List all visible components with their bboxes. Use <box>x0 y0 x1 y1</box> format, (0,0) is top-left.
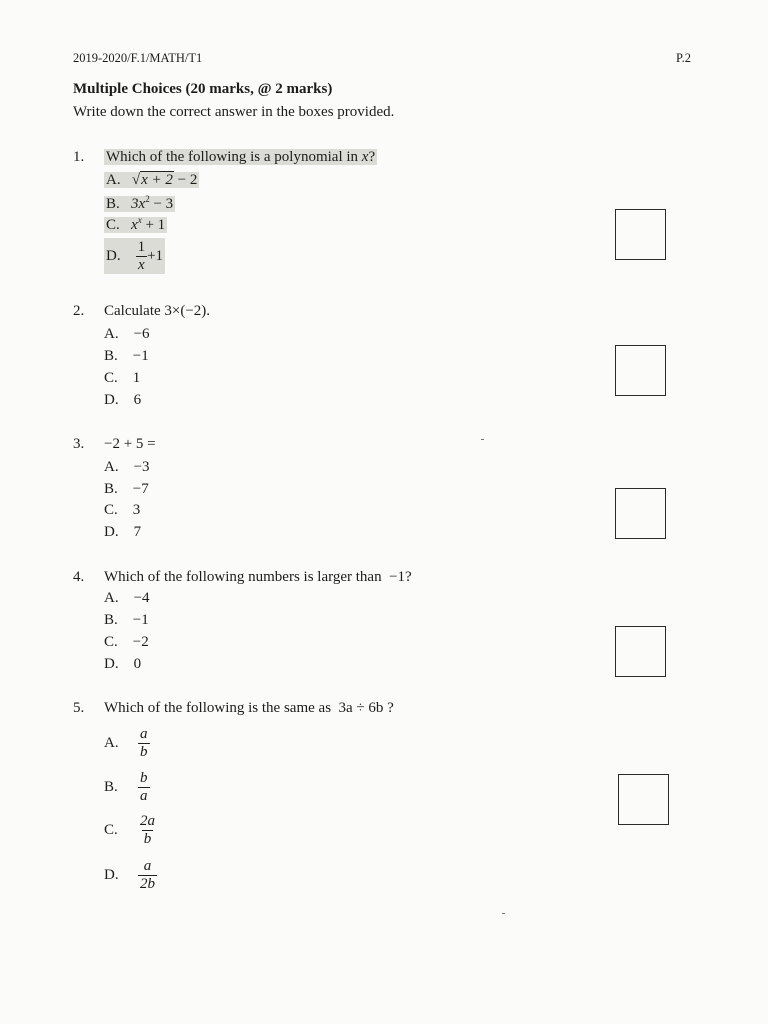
question-5-option-a: A. $\frac{a}{b}$ <box>104 726 148 760</box>
question-3-option-a: A. −3 <box>104 459 150 475</box>
question-2-option-b: B. −1 <box>104 348 149 364</box>
question-3-number: 3. <box>73 436 85 452</box>
question-4-text: Which of the following numbers is larger than −1? <box>104 569 412 585</box>
scan-speck <box>502 913 505 914</box>
answer-box-2[interactable] <box>615 345 666 396</box>
question-1-option-c: C. $x^x + 1$ <box>106 215 166 233</box>
question-2-text: Calculate 3×(−2). <box>104 303 211 319</box>
question-1-option-a: A. √x + 2 − 2 <box>106 172 198 188</box>
scan-speck <box>481 439 484 440</box>
question-5-option-c: C. $\frac{2a}{b}$ <box>104 813 155 847</box>
question-1-text: Which of the following is a polynomial in x? <box>106 149 376 165</box>
question-2-option-d: D. 6 <box>104 392 142 408</box>
question-1-number: 1. <box>73 149 85 165</box>
question-2-option-c: C. 1 <box>104 370 141 386</box>
question-2-option-a: A. −6 <box>104 326 150 342</box>
answer-box-5[interactable] <box>618 774 669 825</box>
document-code: 2019-2020/F.1/MATH/T1 <box>73 51 203 65</box>
section-title: Multiple Choices (20 marks, @ 2 marks) <box>73 81 333 97</box>
question-5-text: Which of the following is the same as 3a ÷ 6b ? <box>104 700 394 716</box>
section-instruction: Write down the correct answer in the boxes provided. <box>73 104 395 120</box>
question-3-text: −2 + 5 = <box>104 436 156 452</box>
question-5-number: 5. <box>73 700 85 716</box>
answer-box-3[interactable] <box>615 488 666 539</box>
answer-box-4[interactable] <box>615 626 666 677</box>
question-1-option-b: B. $3x^2 - 3$ <box>106 194 174 212</box>
page-number: P.2 <box>676 51 691 65</box>
question-4-option-a: A. −4 <box>104 590 150 606</box>
question-3-option-d: D. 7 <box>104 524 142 540</box>
question-1-option-d: D. $\frac{1}{x}$ +1 <box>106 239 164 273</box>
question-4-option-d: D. 0 <box>104 656 142 672</box>
answer-box-1[interactable] <box>615 209 666 260</box>
question-5-option-b: B. $\frac{b}{a}$ <box>104 770 148 804</box>
question-3-option-c: C. 3 <box>104 502 141 518</box>
question-5-option-d: D. $\frac{a}{2b}$ <box>104 858 155 892</box>
question-4-number: 4. <box>73 569 85 585</box>
question-4-option-c: C. −2 <box>104 634 149 650</box>
question-3-option-b: B. −7 <box>104 481 149 497</box>
question-2-number: 2. <box>73 303 85 319</box>
question-4-option-b: B. −1 <box>104 612 149 628</box>
